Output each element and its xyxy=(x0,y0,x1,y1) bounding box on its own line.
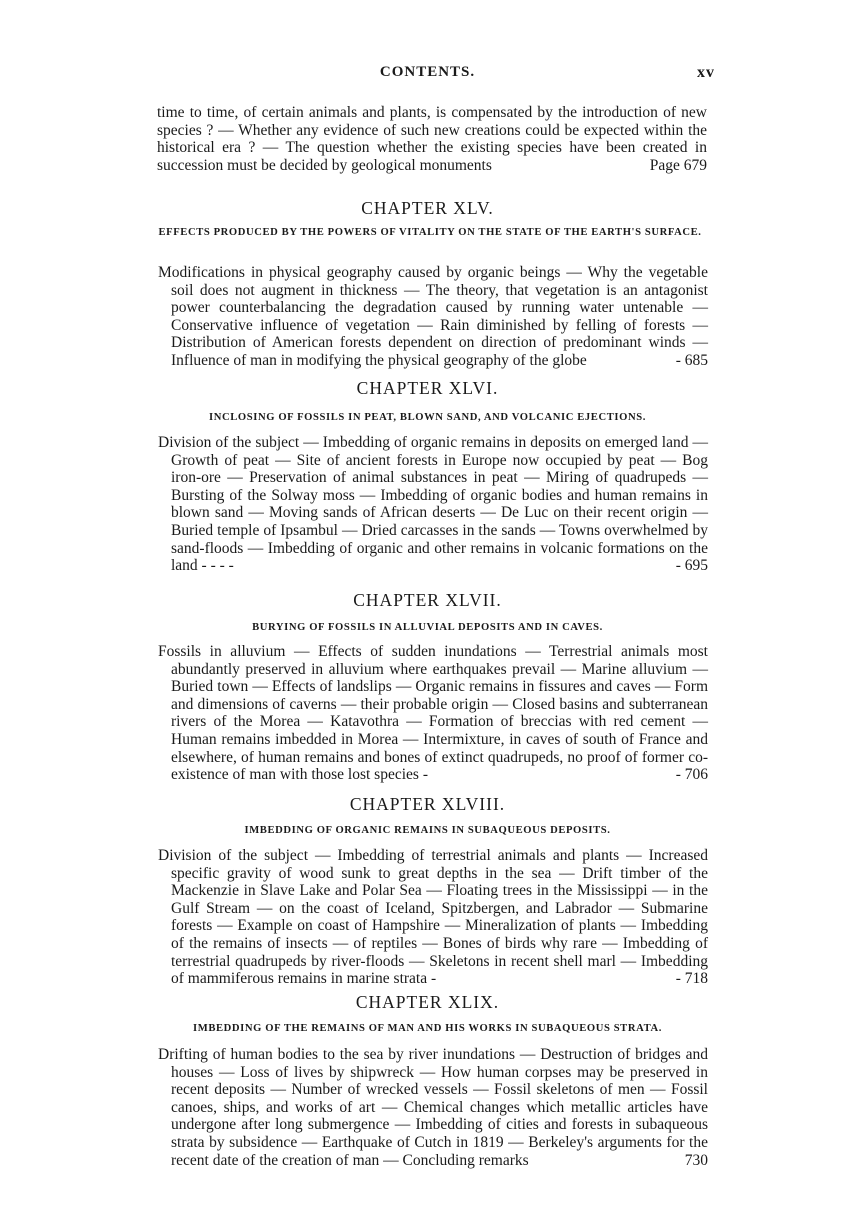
summary-page-ref: - 718 xyxy=(675,970,708,988)
summary-page-ref: - 695 xyxy=(675,557,708,575)
running-head xyxy=(140,64,715,88)
summary-page-ref: 730 xyxy=(684,1151,708,1169)
chapter-summary xyxy=(158,434,708,575)
summary-text: Division of the subject — Imbedding of organic remains in deposits on emerged land — Growth of peat — Site of ancient forests in Europe now occupied by peat — Bog iron-ore — Preservation of animal substances in peat — Miring of quadrupeds — Bursting of the Solway moss — Imbedding of organic bodies and human remains in blown sand — Moving sands of African deserts — De Luc on their recent origin — Buried temple of Ipsambul — Dried carcasses in the sands — Towns overwhelmed by sand-floods — Imbedding of organic and other remains in volcanic formations on the land - - - - xyxy=(158,434,708,575)
chapter-summary xyxy=(158,643,708,784)
chapter-subtitle: INCLOSING OF FOSSILS IN PEAT, BLOWN SAND, AND VOLCANIC EJECTIONS. xyxy=(209,412,646,423)
intro-paragraph xyxy=(157,104,707,174)
chapter-summary xyxy=(158,847,708,988)
chapter-heading: CHAPTER XLVIII. xyxy=(349,794,506,814)
page-number: xv xyxy=(697,64,715,81)
summary-text: Fossils in alluvium — Effects of sudden inundations — Terrestrial animals most abundantly preserved in alluvium where earthquakes prevail — Marine alluvium — Buried town — Effects of landslips — Organic remains in fissures and caves — Form and dimensions of caverns — their probable origin — Closed basins and subterranean rivers of the Morea — Katavothra — Formation of breccias with red cement — Human remains imbedded in Morea — Intermixture, in caves of south of France and elsewhere, of human remains and bones of extinct quadrupeds, no proof of former co-existence of man with those lost species - xyxy=(158,643,708,784)
intro-text: time to time, of certain animals and plants, is compensated by the introduction of new species ? — Whether any evidence of such new creations could be expected within the historical era ? — The question whether the existing species have been created in succession must be decided by geological monuments xyxy=(157,104,707,174)
summary-text: Drifting of human bodies to the sea by river inundations — Destruction of bridges and houses — Loss of lives by shipwreck — How human corpses may be preserved in recent deposits — Number of wrecked vessels — Fossil skeletons of men — Fossil canoes, ships, and works of art — Chemical changes which metallic articles have undergone after long submergence — Imbedding of cities and forests in subaqueous strata by subsidence — Earthquake of Cutch in 1819 — Berkeley's arguments for the recent date of the creation of man — Concluding remarks xyxy=(158,1046,708,1169)
chapter-heading: CHAPTER XLV. xyxy=(361,198,494,218)
summary-text: Modifications in physical geography caused by organic beings — Why the vegetable soil does not augment in thickness — The theory, that vegetation is an antagonist power counterbalancing the degradation caused by running water untenable — Conservative influence of vegetation — Rain diminished by felling of forests — Distribution of American forests dependent on direction of predominant winds — Influence of man in modifying the physical geography of the globe xyxy=(158,264,708,369)
chapter-heading: CHAPTER XLIX. xyxy=(355,992,500,1012)
chapter-heading: CHAPTER XLVII. xyxy=(353,590,502,610)
running-title: CONTENTS. xyxy=(379,64,476,80)
chapter-subtitle: IMBEDDING OF ORGANIC REMAINS IN SUBAQUEOUS DEPOSITS. xyxy=(244,825,611,836)
chapter-subtitle: BURYING OF FOSSILS IN ALLUVIAL DEPOSITS AND IN CAVES. xyxy=(252,622,603,633)
intro-page-ref: Page 679 xyxy=(649,156,707,174)
chapter-heading: CHAPTER XLVI. xyxy=(356,378,499,398)
summary-page-ref: - 706 xyxy=(675,766,708,784)
summary-text: Division of the subject — Imbedding of terrestrial animals and plants — Increased specific gravity of wood sunk to great depths in the sea — Drift timber of the Mackenzie in Slave Lake and Polar Sea — Floating trees in the Mississippi — in the Gulf Stream — on the coast of Iceland, Spitzbergen, and Labrador — Submarine forests — Example on coast of Hampshire — Mineralization of plants — Imbedding of the remains of insects — of reptiles — Bones of birds why rare — Imbedding of terrestrial quadrupeds by river-floods — Skeletons in recent shell marl — Imbedding of mammiferous remains in marine strata - xyxy=(158,847,708,988)
chapter-summary xyxy=(158,1046,708,1169)
chapter-summary xyxy=(158,264,708,370)
chapter-subtitle: EFFECTS PRODUCED BY THE POWERS OF VITALITY ON THE STATE OF THE EARTH'S SURFACE. xyxy=(158,227,702,238)
chapter-subtitle: IMBEDDING OF THE REMAINS OF MAN AND HIS WORKS IN SUBAQUEOUS STRATA. xyxy=(193,1023,662,1034)
summary-page-ref: - 685 xyxy=(675,351,708,369)
